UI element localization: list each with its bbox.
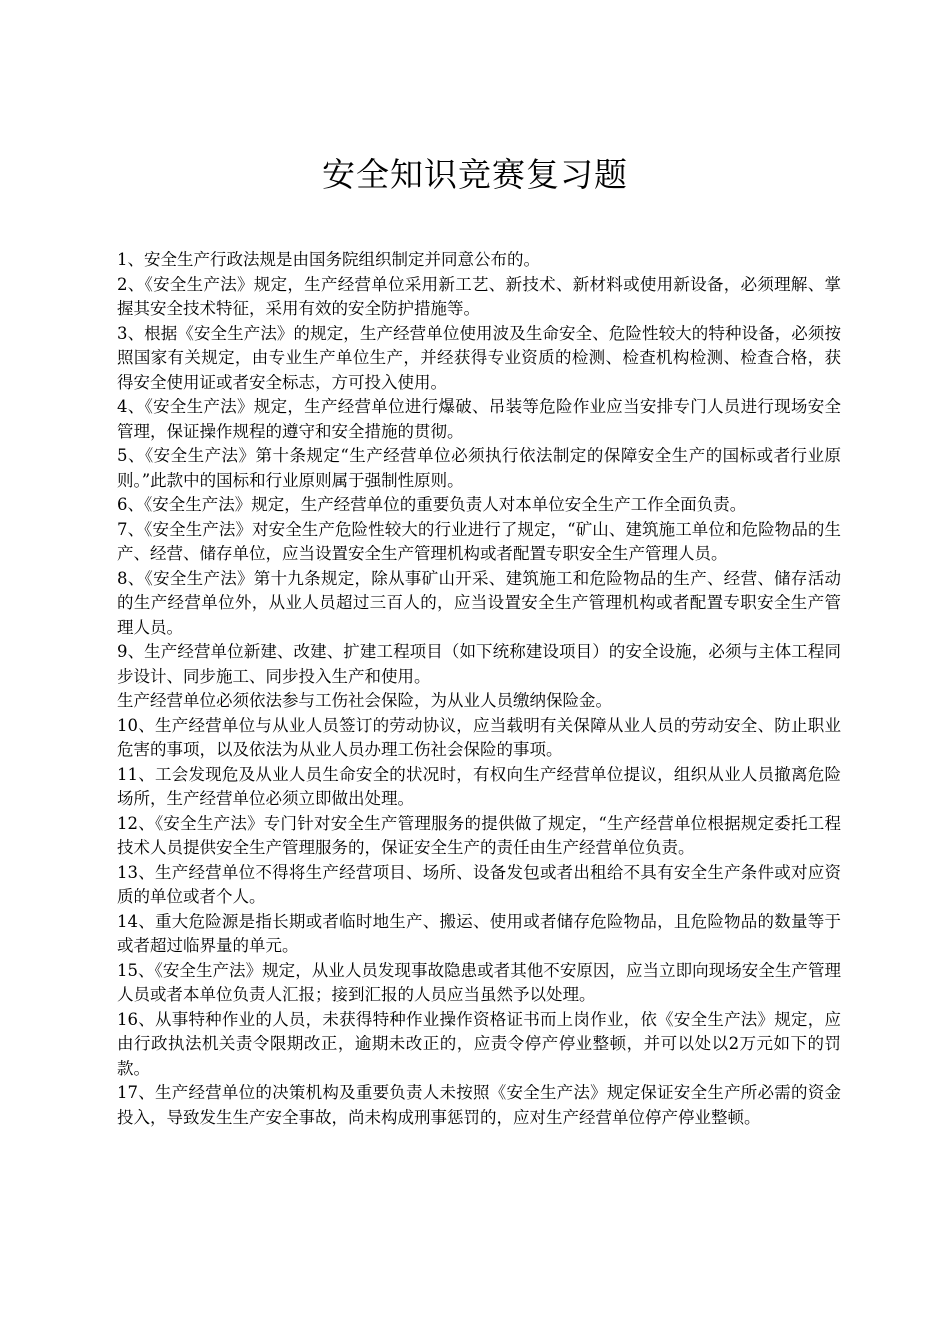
list-item: 6、《安全生产法》规定，生产经营单位的重要负责人对本单位安全生产工作全面负责。 — [117, 495, 747, 514]
list-item: 2、《安全生产法》规定，生产经营单位采用新工艺、新技术、新材料或使用新设备，必须理解、掌握其安全技术特征，采用有效的安全防护措施等。 — [117, 274, 841, 318]
list-item: 15、《安全生产法》规定，从业人员发现事故隐患或者其他不安原因，应当立即向现场安全生产管理人员或者本单位负责人汇报；接到汇报的人员应当虽然予以处理。 — [117, 960, 841, 1004]
list-item: 4、《安全生产法》规定，生产经营单位进行爆破、吊装等危险作业应当安排专门人员进行现场安全管理，保证操作规程的遵守和安全措施的贯彻。 — [117, 397, 841, 441]
list-item: 16、从事特种作业的人员，未获得特种作业操作资格证书而上岗作业，依《安全生产法》规定，应由行政执法机关责令限期改正，逾期未改正的，应责令停产停业整顿，并可以处以2万元如下的罚款。 — [117, 1009, 841, 1078]
list-item: 14、重大危险源是指长期或者临时地生产、搬运、使用或者储存危险物品，且危险物品的数量等于或者超过临界量的单元。 — [117, 911, 841, 955]
list-item: 12、《安全生产法》专门针对安全生产管理服务的提供做了规定，“生产经营单位根据规定委托工程技术人员提供安全生产管理服务的，保证安全生产的责任由生产经营单位负责。 — [117, 813, 841, 857]
list-item: 8、《安全生产法》第十九条规定，除从事矿山开采、建筑施工和危险物品的生产、经营、储存活动的生产经营单位外，从业人员超过三百人的，应当设置安全生产管理机构或者配置专职安全生产管理人员。 — [117, 568, 841, 637]
question-list — [117, 248, 841, 1130]
list-item: 11、工会发现危及从业人员生命安全的状况时，有权向生产经营单位提议，组织从业人员撤离危险场所，生产经营单位必须立即做出处理。 — [117, 764, 841, 808]
list-item: 生产经营单位必须依法参与工伤社会保险，为从业人员缴纳保险金。 — [117, 691, 612, 710]
list-item: 3、根据《安全生产法》的规定，生产经营单位使用波及生命安全、危险性较大的特种设备，必须按照国家有关规定，由专业生产单位生产，并经获得专业资质的检测、检查机构检测、检查合格，获得安全使用证或者安全标志，方可投入使用。 — [117, 323, 841, 392]
list-item: 1、安全生产行政法规是由国务院组织制定并同意公布的。 — [117, 250, 540, 269]
list-item: 7、《安全生产法》对安全生产危险性较大的行业进行了规定，“矿山、建筑施工单位和危险物品的生产、经营、储存单位，应当设置安全生产管理机构或者配置专职安全生产管理人员。 — [117, 519, 841, 563]
page-title: 安全知识竞赛复习题 — [322, 155, 628, 194]
list-item: 9、生产经营单位新建、改建、扩建工程项目（如下统称建设项目）的安全设施，必须与主体工程同步设计、同步施工、同步投入生产和使用。 — [117, 642, 841, 686]
list-item: 5、《安全生产法》第十条规定“生产经营单位必须执行依法制定的保障安全生产的国标或者行业原则。”此款中的国标和行业原则属于强制性原则。 — [117, 446, 841, 490]
list-item: 13、生产经营单位不得将生产经营项目、场所、设备发包或者出租给不具有安全生产条件或对应资质的单位或者个人。 — [117, 862, 841, 906]
list-item: 17、生产经营单位的决策机构及重要负责人未按照《安全生产法》规定保证安全生产所必需的资金投入，导致发生生产安全事故，尚未构成刑事惩罚的，应对生产经营单位停产停业整顿。 — [117, 1083, 841, 1127]
list-item: 10、生产经营单位与从业人员签订的劳动协议，应当载明有关保障从业人员的劳动安全、防止职业危害的事项，以及依法为从业人员办理工伤社会保险的事项。 — [117, 715, 841, 759]
